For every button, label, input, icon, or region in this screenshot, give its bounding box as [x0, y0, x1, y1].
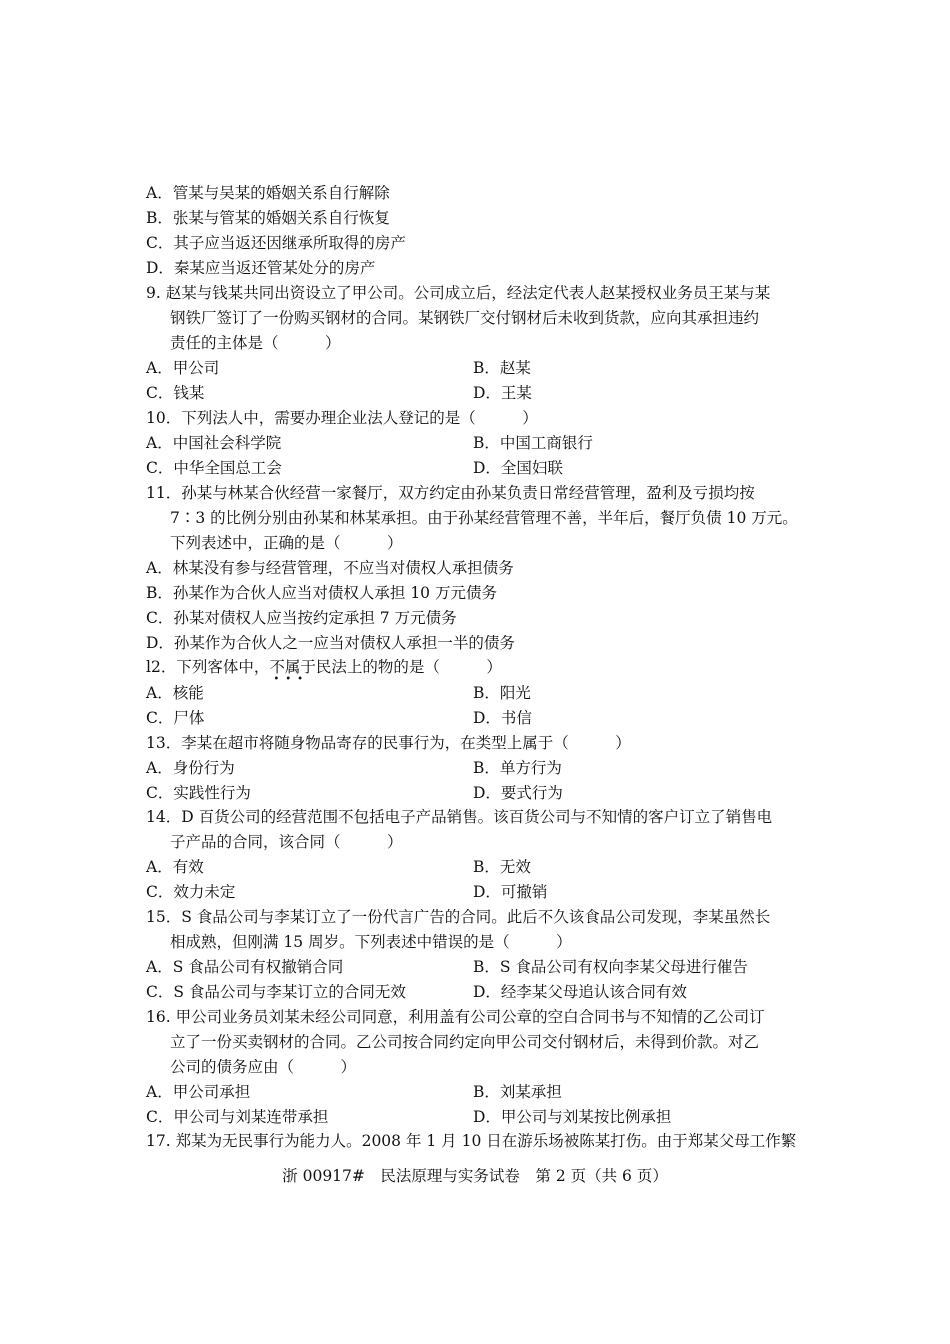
q15-option-a: A．S 食品公司有权撤销合同	[146, 958, 344, 976]
q14-stem-line2: 子产品的合同，该合同（ ）	[170, 833, 403, 851]
q12-emphasis	[269, 658, 316, 685]
q16-option-d: D．甲公司与刘某按比例承担	[473, 1108, 672, 1126]
q10-stem: 10．下列法人中，需要办理企业法人登记的是（ ）	[146, 409, 538, 427]
q9-option-b: B．赵某	[473, 359, 531, 377]
q13-option-a: A．身份行为	[146, 759, 235, 777]
q11-option-c: C．孙某对债权人应当按约定承担 7 万元债务	[146, 609, 457, 627]
emphasis-dots: •••	[273, 674, 310, 685]
q12-option-c: C．尸体	[146, 709, 205, 727]
q12-option-b: B．阳光	[473, 684, 531, 702]
q11-option-a: A．林某没有参与经营管理，不应当对债权人承担债务	[146, 559, 514, 577]
page-footer: 浙 00917# 民法原理与实务试卷 第 2 页（共 6 页）	[282, 1167, 668, 1185]
q8-option-a: A．管某与吴某的婚姻关系自行解除	[146, 184, 390, 202]
q15-option-d: D．经李某父母追认该合同有效	[473, 983, 687, 1001]
q12-stem	[146, 655, 502, 685]
q9-stem-line1: 9. 赵某与钱某共同出资设立了甲公司。公司成立后，经法定代表人赵某授权业务员王某与某	[146, 284, 771, 302]
q12-stem-prefix: l2．下列客体中，	[146, 658, 270, 676]
q13-stem: 13．李某在超市将随身物品寄存的民事行为，在类型上属于（ ）	[146, 734, 631, 752]
q11-option-d: D．孙某作为合伙人之一应当对债权人承担一半的债务	[146, 634, 515, 652]
q14-option-c: C．效力未定	[146, 883, 236, 901]
q12-stem-suffix: 民法上的物的是（ ）	[315, 658, 502, 676]
q16-stem-line2: 立了一份买卖钢材的合同。乙公司按合同约定向甲公司交付钢材后，未得到价款。对乙	[170, 1033, 760, 1051]
q9-option-a: A．甲公司	[146, 359, 220, 377]
q14-option-d: D．可撤销	[473, 883, 548, 901]
q13-option-c: C．实践性行为	[146, 784, 251, 802]
q8-option-d: D．秦某应当返还管某处分的房产	[146, 259, 376, 277]
q14-option-b: B．无效	[473, 858, 531, 876]
q14-option-a: A．有效	[146, 858, 204, 876]
q11-option-b: B．孙某作为合伙人应当对债权人承担 10 万元债务	[146, 584, 497, 602]
q16-stem-line1: 16. 甲公司业务员刘某未经公司同意，利用盖有公司公章的空白合同书与不知情的乙公司订	[146, 1008, 765, 1026]
q9-option-c: C．钱某	[146, 384, 205, 402]
q13-option-d: D．要式行为	[473, 784, 563, 802]
q12-option-d: D．书信	[473, 709, 532, 727]
q14-stem-line1: 14．D 百货公司的经营范围不包括电子产品销售。该百货公司与不知情的客户订立了销售电	[146, 808, 773, 826]
q11-stem-line3: 下列表述中，正确的是（ ）	[170, 534, 403, 552]
q10-option-a: A．中国社会科学院	[146, 434, 282, 452]
q16-option-b: B．刘某承担	[473, 1083, 562, 1101]
q16-option-c: C．甲公司与刘某连带承担	[146, 1108, 329, 1126]
q16-stem-line3: 公司的债务应由（ ）	[170, 1058, 357, 1076]
q12-emphasis-text: 不属于	[269, 658, 316, 676]
q9-option-d: D．王某	[473, 384, 532, 402]
q15-option-b: B．S 食品公司有权向李某父母进行催告	[473, 958, 748, 976]
q12-option-a: A．核能	[146, 684, 204, 702]
q15-stem-line2: 相成熟，但刚满 15 周岁。下列表述中错误的是（ ）	[170, 933, 572, 951]
q15-stem-line1: 15．S 食品公司与李某订立了一份代言广告的合同。此后不久该食品公司发现，李某虽然长	[146, 908, 771, 926]
q11-stem-line2: 7∶3 的比例分别由孙某和林某承担。由于孙某经营管理不善，半年后，餐厅负债 10 万元。	[170, 509, 798, 527]
q10-option-c: C．中华全国总工会	[146, 459, 282, 477]
q9-stem-line3: 责任的主体是（ ）	[170, 334, 341, 352]
q16-option-a: A．甲公司承担	[146, 1083, 251, 1101]
q13-option-b: B．单方行为	[473, 759, 562, 777]
q11-stem-line1: 11．孙某与林某合伙经营一家餐厅，双方约定由孙某负责日常经营管理，盈利及亏损均按	[146, 484, 755, 502]
q15-option-c: C．S 食品公司与李某订立的合同无效	[146, 983, 406, 1001]
q10-option-b: B．中国工商银行	[473, 434, 593, 452]
q8-option-c: C．其子应当返还因继承所取得的房产	[146, 234, 406, 252]
q9-stem-line2: 钢铁厂签订了一份购买钢材的合同。某钢铁厂交付钢材后未收到货款，应向其承担违约	[170, 309, 760, 327]
q17-stem-line1: 17. 郑某为无民事行为能力人。2008 年 1 月 10 日在游乐场被陈某打伤。由于郑某父母工作繁	[146, 1132, 797, 1150]
q8-option-b: B．张某与管某的婚姻关系自行恢复	[146, 209, 390, 227]
q10-option-d: D．全国妇联	[473, 459, 563, 477]
